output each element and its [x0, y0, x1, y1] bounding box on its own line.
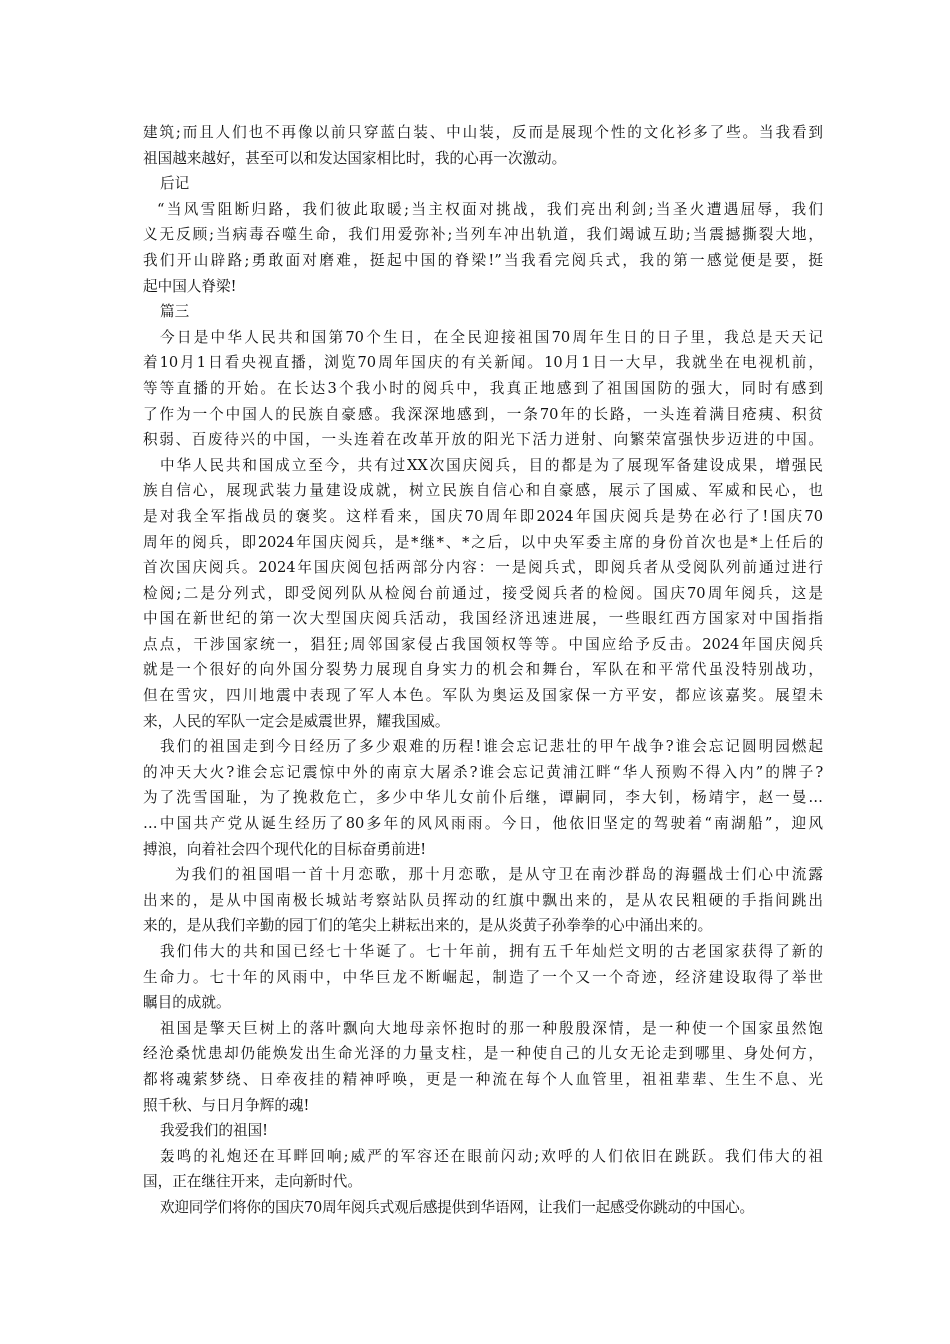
text-line: 起中国人脊梁!: [143, 277, 237, 295]
text-line: 出来的，是从中国南极长城站考察站队员挥动的红旗中飘出来的，是从农民粗硬的手指间跳出: [143, 891, 823, 909]
section-heading-afterword: 后记: [160, 175, 190, 193]
document-page: [143, 120, 823, 1221]
text-line: 等等直播的开始。在长达3个我小时的阅兵中，我真正地感到了祖国国防的强大，同时有感到: [143, 379, 823, 397]
text-line: 检阅;二是分列式，即受阅列队从检阅台前通过，接受阅兵者的检阅。国庆70周年阅兵，这是: [143, 584, 823, 602]
text-line: 欢迎同学们将你的国庆70周年阅兵式观后感提供到华语网，让我们一起感受你跳动的中国心。: [160, 1198, 754, 1216]
text-line: 了作为一个中国人的民族自豪感。我深深地感到，一条70年的长路，一头连着满目疮痍、积贫: [143, 405, 823, 423]
text-line: 国，正在继往开来，走向新时代。: [143, 1173, 362, 1191]
text-line: 祖国越来越好，甚至可以和发达国家相比时，我的心再一次激动。: [143, 149, 567, 167]
text-line: 点点，干涉国家统一，猖狂;周邻国家侵占我国领权等等。中国应给予反击。2024年国庆阅兵: [143, 635, 823, 653]
text-line: 照千秋、与日月争辉的魂!: [143, 1096, 310, 1114]
text-line: 的冲天大火?谁会忘记震惊中外的南京大屠杀?谁会忘记黄浦江畔“华人预购不得入内”的牌子?: [143, 763, 823, 781]
text-line: 为我们的祖国唱一首十月恋歌，那十月恋歌，是从守卫在南沙群岛的海疆战士们心中流露: [175, 866, 823, 884]
text-line: 族自信心，展现武装力量建设成就，树立民族自信心和自豪感，展示了国威、军威和民心，也: [143, 482, 823, 500]
text-line: 我们伟大的共和国已经七十华诞了。七十年前，拥有五千年灿烂文明的古老国家获得了新的: [160, 943, 823, 960]
text-line: 是对我全军指战员的褒奖。这样看来，国庆70周年即2024年国庆阅兵是势在必行了!国庆70: [143, 507, 823, 525]
text-line: 但在雪灾，四川地震中表现了军人本色。军队为奥运及国家保一方平安，都应该嘉奖。展望未: [143, 687, 823, 705]
text-line: 着10月1日看央视直播，浏览70周年国庆的有关新闻。10月1日一大早，我就坐在电视机前，: [143, 354, 823, 372]
text-line: 义无反顾;当病毒吞噬生命，我们用爱弥补;当列车冲出轨道，我们竭诚互助;当震撼撕裂大地，: [143, 226, 823, 244]
section-heading-part-three: 篇三: [160, 303, 190, 321]
text-line: 来，人民的军队一定会是威震世界，耀我国威。: [143, 712, 450, 730]
text-line: 瞩目的成就。: [143, 994, 231, 1012]
text-line: 中华人民共和国成立至今，共有过XX次国庆阅兵，目的都是为了展现军备建设成果，增强民: [160, 456, 823, 474]
text-line: 搏浪，向着社会四个现代化的目标奋勇前进!: [143, 840, 427, 858]
text-line: 来的，是从我们辛勤的园丁们的笔尖上耕耘出来的，是从炎黄子孙拳拳的心中涌出来的。: [143, 917, 713, 935]
text-line: 就是一个很好的向外国分裂势力展现自身实力的机会和舞台，军队在和平常代虽没特别战功，: [143, 661, 823, 679]
text-line: 生命力。七十年的风雨中，中华巨龙不断崛起，制造了一个又一个奇迹，经济建设取得了举世: [143, 968, 823, 986]
text-line: 经沧桑忧患却仍能焕发出生命光泽的力量支柱，是一种使自己的儿女无论走到哪里、身处何方，: [143, 1045, 823, 1063]
text-line: 我爱我们的祖国!: [160, 1122, 269, 1140]
text-line: 都将魂萦梦绕、日牵夜挂的精神呼唤，更是一种流在每个人血管里，祖祖辈辈、生生不息、光: [143, 1070, 823, 1088]
text-line: 积弱、百废待兴的中国，一头连着在改革开放的阳光下活力迸射、向繁荣富强快步迈进的中国。: [143, 431, 823, 449]
text-line: …中国共产党从诞生经历了80多年的风风雨雨。今日，他依旧坚定的驾驶着“南湖船”，迎风: [143, 815, 823, 833]
text-line: “当风雪阻断归路，我们彼此取暖;当主权面对挑战，我们亮出利剑;当圣火遭遇屈辱，我们: [157, 200, 823, 218]
text-line: 今日是中华人民共和国第70个生日，在全民迎接祖国70周年生日的日子里，我总是天天记: [160, 328, 823, 346]
text-line: 首次国庆阅兵。2024年国庆阅包括两部分内容：一是阅兵式，即阅兵者从受阅队列前通过进行: [143, 559, 823, 577]
text-line: 轰鸣的礼炮还在耳畔回响;威严的军容还在眼前闪动;欢呼的人们依旧在跳跃。我们伟大的祖: [160, 1147, 823, 1165]
text-line: 祖国是擎天巨树上的落叶飘向大地母亲怀抱时的那一种殷殷深情，是一种使一个国家虽然饱: [160, 1019, 823, 1037]
text-line: 我们开山辟路;勇敢面对磨难，挺起中国的脊梁!”当我看完阅兵式，我的第一感觉便是要，挺: [143, 251, 823, 269]
text-line: 建筑;而且人们也不再像以前只穿蓝白装、中山装，反而是展现个性的文化衫多了些。当我看到: [143, 124, 823, 141]
text-line: 中国在新世纪的第一次大型国庆阅兵活动，我国经济迅速进展，一些眼红西方国家对中国指指: [143, 610, 823, 628]
text-line: 我们的祖国走到今日经历了多少艰难的历程!谁会忘记悲壮的甲午战争?谁会忘记圆明园燃起: [160, 738, 823, 756]
text-line: 为了洗雪国耻，为了挽救危亡，多少中华儿女前仆后继，谭嗣同，李大钊，杨靖宇，赵一曼…: [143, 789, 823, 807]
text-line: 周年的阅兵，即2024年国庆阅兵，是*继*、*之后，以中央军委主席的身份首次也是*上任后的: [143, 533, 823, 551]
